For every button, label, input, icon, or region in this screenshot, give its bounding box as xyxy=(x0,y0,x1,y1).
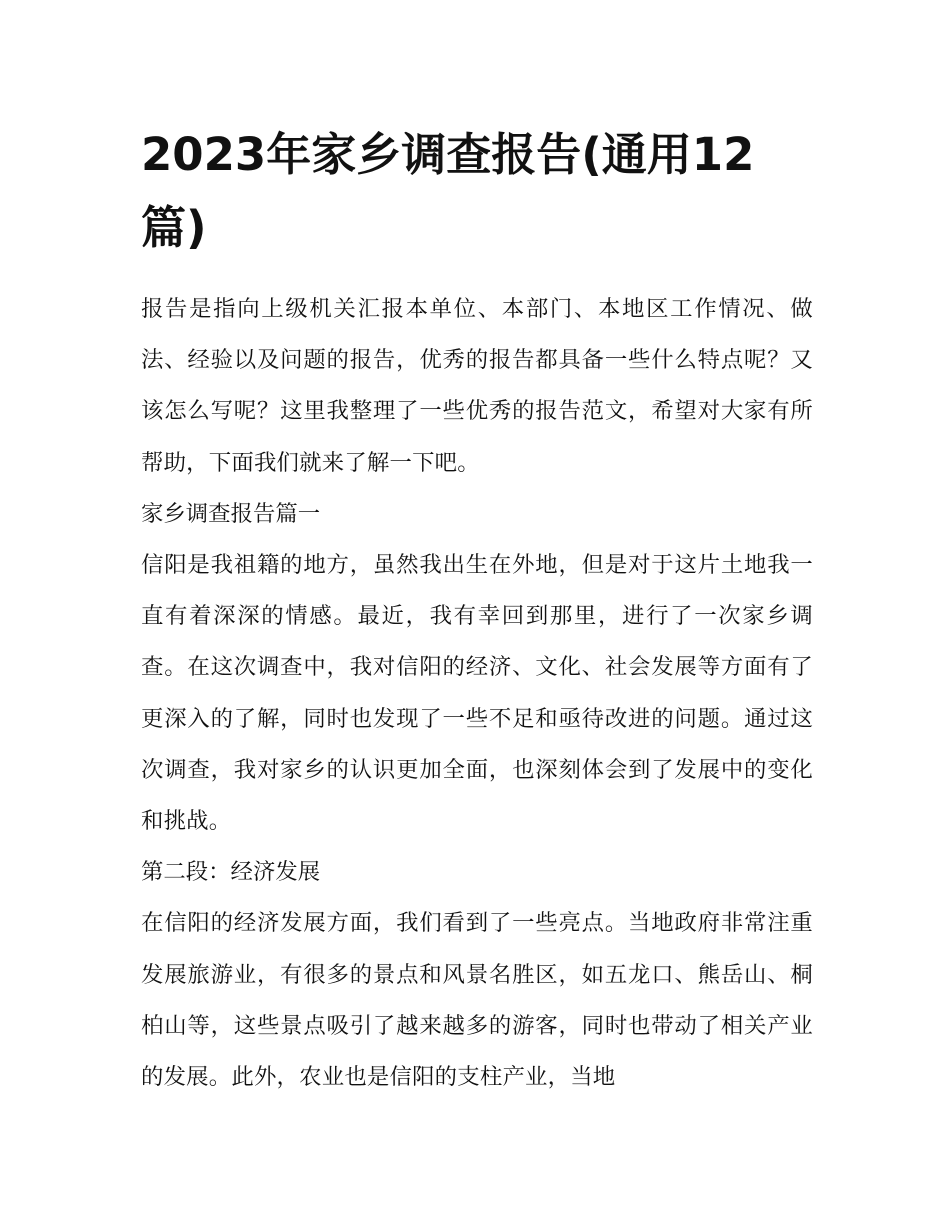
document-page xyxy=(141,118,813,1103)
section-heading-1: 家乡调查报告篇一 xyxy=(141,500,321,527)
section-heading-2: 第二段：经济发展 xyxy=(141,859,321,886)
intro-paragraph: 报告是指向上级机关汇报本单位、本部门、本地区工作情况、做法、经验以及问题的报告，优秀的报告都具备一些什么特点呢？又该怎么写呢？这里我整理了一些优秀的报告范文，希望对大家有所帮助，下面我们就来了解一下吧。 xyxy=(141,296,813,476)
section-paragraph-2: 在信阳的经济发展方面，我们看到了一些亮点。当地政府非常注重发展旅游业，有很多的景点和风景名胜区，如五龙口、熊岳山、桐柏山等，这些景点吸引了越来越多的游客，同时也带动了相关产业的发展。此外，农业也是信阳的支柱产业，当地 xyxy=(141,910,813,1091)
document-title: 2023年家乡调查报告(通用12篇) xyxy=(141,128,755,254)
section-paragraph-1: 信阳是我祖籍的地方，虽然我出生在外地，但是对于这片土地我一直有着深深的情感。最近，我有幸回到那里，进行了一次家乡调查。在这次调查中，我对信阳的经济、文化、社会发展等方面有了更深入的了解，同时也发现了一些不足和亟待改进的问题。通过这次调查，我对家乡的认识更加全面，也深刻体会到了发展中的变化和挑战。 xyxy=(141,552,813,835)
